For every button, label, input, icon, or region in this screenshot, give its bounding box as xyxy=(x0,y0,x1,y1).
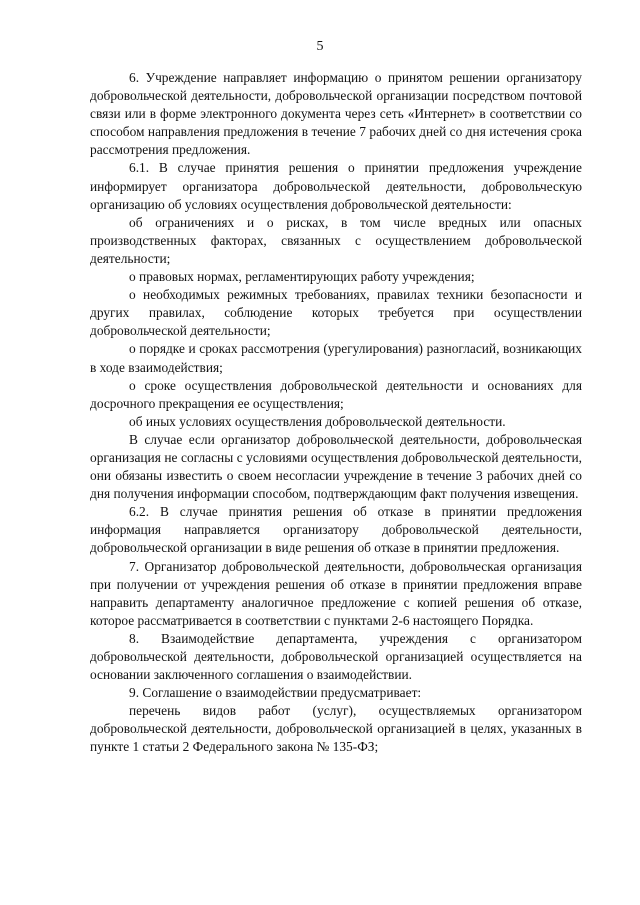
condition-legal-norms: о правовых нормах, регламентирующих работу учреждения; xyxy=(129,269,475,285)
agreement-works-list: перечень видов работ (услуг), осуществляемых организатором добровольческой деятельности, добровольческой организацией в целях, указанных в пункте 1 статьи 2 Федерального закона № 135-ФЗ; xyxy=(90,703,582,755)
condition-term: о сроке осуществления добровольческой деятельности и основаниях для досрочного прекращения ее осуществления; xyxy=(90,377,582,411)
page-number: 5 xyxy=(316,39,324,54)
condition-other: об иных условиях осуществления добровольческой деятельности. xyxy=(129,413,506,429)
disagreement-notice: В случае если организатор добровольческой деятельности, добровольческая организация не согласны с условиями осуществления добровольческой деятельности, они обязаны известить о своем несогласии учреждение в течение 3 рабочих дней со дня получения информации способом, подтверждающим факт получения извещения. xyxy=(90,431,582,502)
paragraph-8: 8. Взаимодействие департамента, учреждения с организатором добровольческой деятельности, добровольческой организацией осуществляется на основании заключенного соглашения о взаимодействии. xyxy=(90,630,582,683)
condition-disagreements: о порядке и сроках рассмотрения (урегулирования) разногласий, возникающих в ходе взаимодействия; xyxy=(90,341,582,375)
paragraph-6-1: 6.1. В случае принятия решения о принятии предложения учреждение информирует организатора добровольческой деятельности, добровольческую организацию об условиях осуществления добровольческой деятельности: xyxy=(90,160,582,212)
condition-safety-rules: о необходимых режимных требованиях, правилах техники безопасности и других правилах, соблюдение которых требуется при осуществлении добровольческой деятельности; xyxy=(90,287,582,339)
paragraph-6: 6. Учреждение направляет информацию о принятом решении организатору добровольческой деятельности, добровольческой организации посредством почтовой связи или в форме электронного документа через сеть «Интернет» в соответствии со способом направления предложения в течение 7 рабочих дней со дня истечения срока рассмотрения предложения. xyxy=(90,70,582,158)
paragraph-9: 9. Соглашение о взаимодействии предусматривает: xyxy=(129,685,422,701)
document-body xyxy=(90,69,582,757)
paragraph-7: 7. Организатор добровольческой деятельности, добровольческая организация при получении от учреждения решения об отказе в принятии предложения вправе направить департаменту аналогичное предложение с копией решения об отказе, которое рассматривается в соответствии с пунктами 2-6 настоящего Порядка. xyxy=(90,558,582,628)
condition-risks: об ограничениях и о рисках, в том числе вредных или опасных производственных факторах, связанных с осуществлением добровольческой деятельности; xyxy=(90,214,582,266)
paragraph-6-2: 6.2. В случае принятия решения об отказе в принятии предложения информация направляется организатору добровольческой деятельности, добровольческой организации в виде решения об отказе в принятии предложения. xyxy=(90,504,582,556)
